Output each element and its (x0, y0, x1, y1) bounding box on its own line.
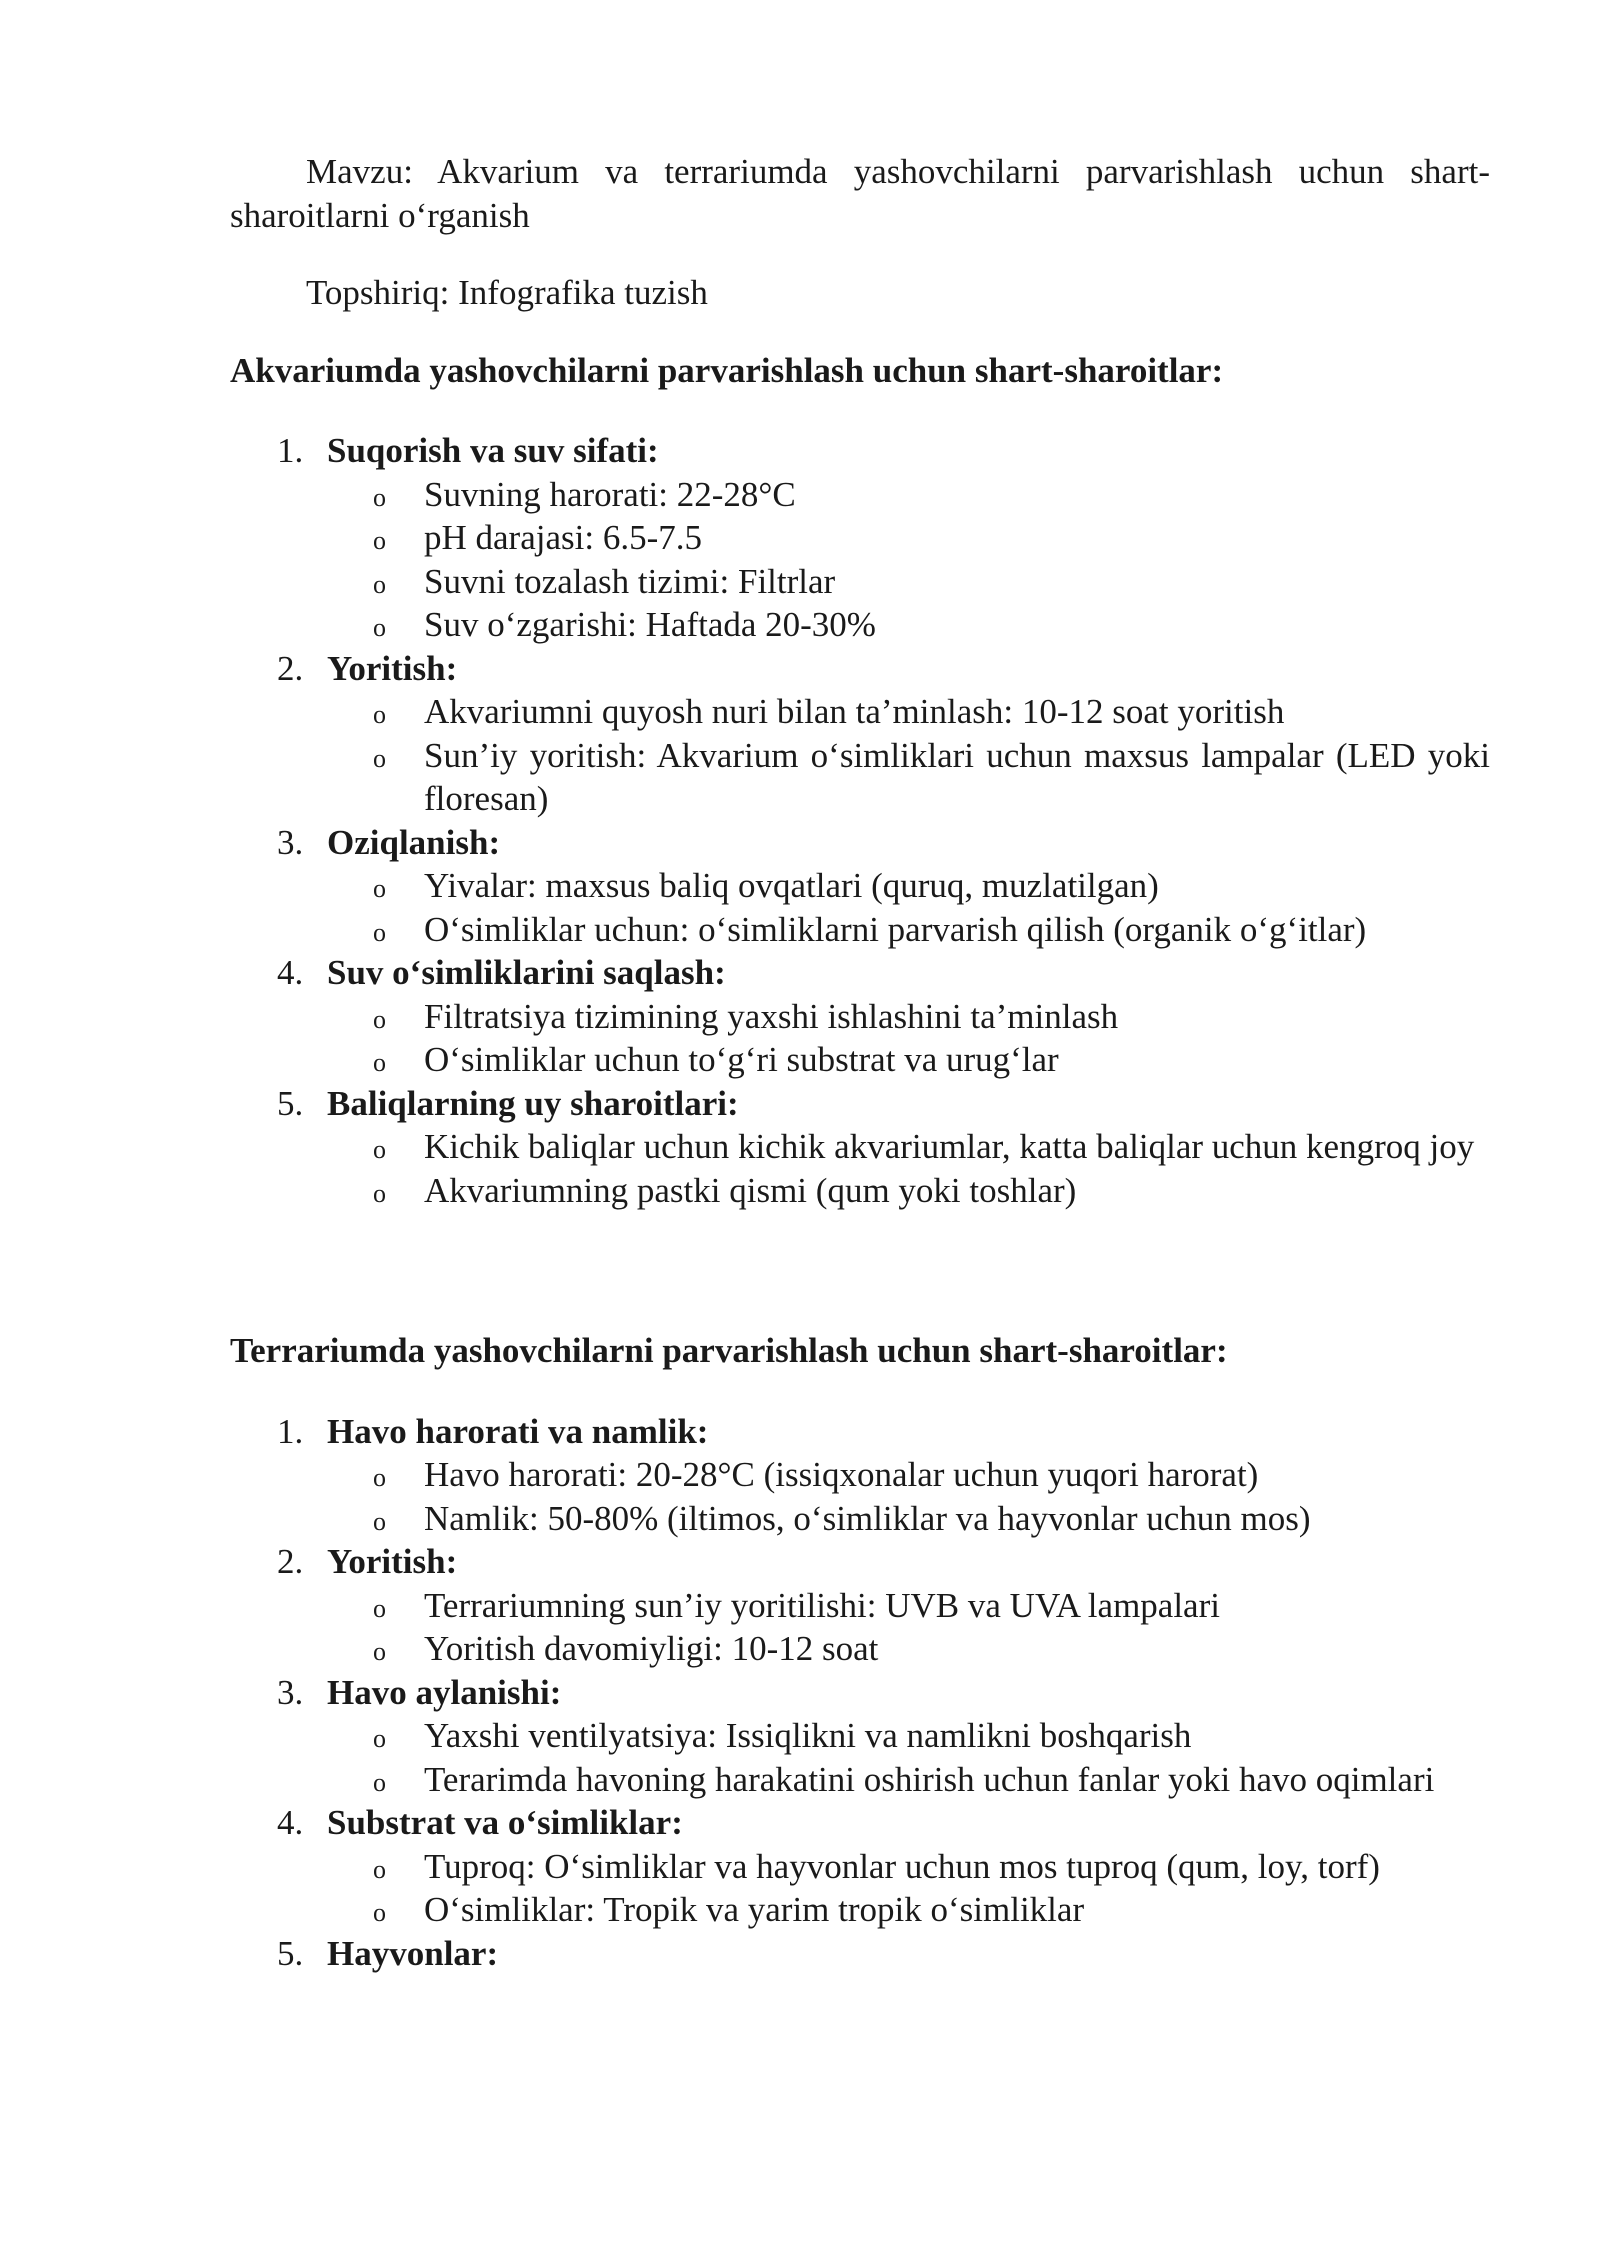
list-item-title: Baliqlarning uy sharoitlari: (327, 1083, 739, 1123)
sub-list (327, 1845, 1490, 1932)
list-item-number: 5. (277, 1933, 304, 1973)
sub-list-item-text: Tuproq: O‘simliklar va hayvonlar uchun mos tuproq (qum, loy, torf) (424, 1846, 1380, 1886)
sub-list (327, 690, 1490, 821)
sub-list-item-text: Terarimda havoning harakatini oshirish uchun fanlar yoki havo oqimlari (424, 1759, 1435, 1799)
document-sections (230, 349, 1490, 1976)
sub-list-item-text: Akvariumning pastki qismi (qum yoki toshlar) (424, 1170, 1077, 1210)
sub-list-item-text: Suv o‘zgarishi: Haftada 20-30% (424, 605, 876, 644)
circle-bullet-icon: o (373, 526, 386, 555)
list-item-title: Yoritish: (327, 648, 458, 688)
circle-bullet-icon: o (373, 1135, 386, 1164)
list-item-title: Havo harorati va namlik: (327, 1411, 709, 1451)
circle-bullet-icon: o (373, 1854, 386, 1884)
sub-list-item (327, 690, 1490, 734)
list-item-title: Substrat va o‘simliklar: (327, 1803, 683, 1842)
circle-bullet-icon: o (373, 1004, 386, 1034)
circle-bullet-icon: o (373, 917, 386, 947)
list-item-number: 3. (277, 1672, 304, 1712)
list-item-number: 2. (277, 1542, 304, 1581)
list-item-number: 5. (277, 1083, 304, 1123)
list-item-number: 1. (277, 431, 304, 470)
list-item (230, 1410, 1490, 1541)
circle-bullet-icon: o (373, 1593, 386, 1623)
numbered-list (230, 1410, 1490, 1976)
circle-bullet-icon: o (373, 1178, 386, 1208)
sub-list-item (327, 1584, 1490, 1628)
terrarium-section (230, 1329, 1490, 1975)
sub-list-item (327, 1845, 1490, 1889)
circle-bullet-icon: o (373, 874, 386, 903)
circle-bullet-icon: o (373, 613, 386, 642)
sub-list-item (327, 1453, 1490, 1497)
circle-bullet-icon: o (373, 1898, 386, 1927)
list-item-title: Hayvonlar: (327, 1933, 499, 1973)
sub-list-item (327, 995, 1490, 1039)
list-item-title: Oziqlanish: (327, 822, 501, 862)
sub-list-item-text: Akvariumni quyosh nuri bilan ta’minlash: 10-12 soat yoritish (424, 692, 1285, 731)
sub-list-item (327, 864, 1490, 908)
list-item (230, 1540, 1490, 1671)
sub-list-item-text: Havo harorati: 20-28°C (issiqxonalar uchun yuqori harorat) (424, 1455, 1259, 1494)
circle-bullet-icon: o (373, 1048, 386, 1077)
task-paragraph: Topshiriq: Infografika tuzish (306, 273, 708, 312)
circle-bullet-icon: o (373, 1463, 386, 1492)
sub-list-item-text: Namlik: 50-80% (iltimos, o‘simliklar va hayvonlar uchun mos) (424, 1498, 1311, 1538)
sub-list-item (327, 908, 1490, 952)
sub-list-item (327, 1169, 1490, 1213)
circle-bullet-icon: o (373, 1506, 386, 1536)
sub-list (327, 1125, 1490, 1212)
sub-list-item (327, 516, 1490, 560)
sub-list (327, 1453, 1490, 1540)
list-item (230, 647, 1490, 821)
sub-list-item (327, 1038, 1490, 1082)
list-item (230, 1671, 1490, 1802)
sub-list-item (327, 1888, 1490, 1932)
sub-list (327, 1714, 1490, 1801)
topic-paragraph: Mavzu: Akvarium va terrariumda yashovchilarni parvarishlash uchun shart-sharoitlarni o‘rganish (230, 152, 1490, 235)
list-item-number: 2. (277, 648, 304, 688)
sub-list (327, 473, 1490, 647)
circle-bullet-icon: o (373, 700, 386, 729)
sub-list-item-text: O‘simliklar uchun: o‘simliklarni parvarish qilish (organik o‘g‘itlar) (424, 909, 1367, 949)
circle-bullet-icon: o (373, 1724, 386, 1753)
sub-list-item (327, 473, 1490, 517)
list-item-number: 3. (277, 822, 304, 862)
section-heading: Akvariumda yashovchilarni parvarishlash uchun shart-sharoitlar: (230, 350, 1224, 390)
list-item (230, 1082, 1490, 1213)
list-item-number: 4. (277, 1803, 304, 1842)
list-item-number: 1. (277, 1411, 304, 1451)
sub-list-item-text: O‘simliklar: Tropik va yarim tropik o‘simliklar (424, 1890, 1085, 1929)
sub-list (327, 864, 1490, 951)
list-item (230, 821, 1490, 952)
sub-list-item-text: Suvning harorati: 22-28°C (424, 474, 796, 514)
list-item-title: Yoritish: (327, 1542, 458, 1581)
sub-list-item-text: Terrariumning sun’iy yoritilishi: UVB va UVA lampalari (424, 1585, 1220, 1625)
list-item-title: Suqorish va suv sifati: (327, 431, 659, 470)
list-item (230, 1801, 1490, 1932)
list-item-title: Havo aylanishi: (327, 1672, 562, 1712)
sub-list (327, 1584, 1490, 1671)
circle-bullet-icon: o (373, 1767, 386, 1797)
circle-bullet-icon: o (373, 482, 386, 512)
sub-list-item (327, 603, 1490, 647)
sub-list-item-text: Suvni tozalash tizimi: Filtrlar (424, 561, 836, 601)
section-heading: Terrariumda yashovchilarni parvarishlash uchun shart-sharoitlar: (230, 1331, 1228, 1370)
aquarium-section (230, 349, 1490, 1213)
sub-list-item-text: Yivalar: maxsus baliq ovqatlari (quruq, muzlatilgan) (424, 866, 1159, 905)
sub-list-item-text: O‘simliklar uchun to‘g‘ri substrat va urug‘lar (424, 1040, 1059, 1079)
sub-list-item (327, 1125, 1490, 1169)
sub-list-item (327, 1714, 1490, 1758)
document-page (230, 150, 1490, 1975)
numbered-list (230, 429, 1490, 1212)
sub-list-item (327, 560, 1490, 604)
sub-list-item-text: Kichik baliqlar uchun kichik akvariumlar, katta baliqlar uchun kengroq joy (424, 1127, 1475, 1166)
sub-list-item (327, 1627, 1490, 1671)
list-item (230, 429, 1490, 647)
list-item-title: Suv o‘simliklarini saqlash: (327, 953, 726, 992)
circle-bullet-icon: o (373, 569, 386, 599)
sub-list-item-text: Yoritish davomiyligi: 10-12 soat (424, 1629, 879, 1668)
sub-list-item-text: Filtratsiya tizimining yaxshi ishlashini ta’minlash (424, 996, 1119, 1036)
sub-list-item (327, 1497, 1490, 1541)
sub-list-item-text: Yaxshi ventilyatsiya: Issiqlikni va namlikni boshqarish (424, 1716, 1192, 1755)
list-item-number: 4. (277, 953, 304, 992)
list-item (230, 951, 1490, 1082)
sub-list (327, 995, 1490, 1082)
sub-list-item (327, 1758, 1490, 1802)
sub-list-item-text: pH darajasi: 6.5-7.5 (424, 518, 702, 557)
circle-bullet-icon: o (373, 1637, 386, 1666)
sub-list-item-text: Sun’iy yoritish: Akvarium o‘simliklari uchun maxsus lampalar (LED yoki floresan) (424, 735, 1490, 818)
circle-bullet-icon: o (373, 743, 386, 773)
sub-list-item (327, 734, 1490, 821)
list-item (230, 1932, 1490, 1976)
